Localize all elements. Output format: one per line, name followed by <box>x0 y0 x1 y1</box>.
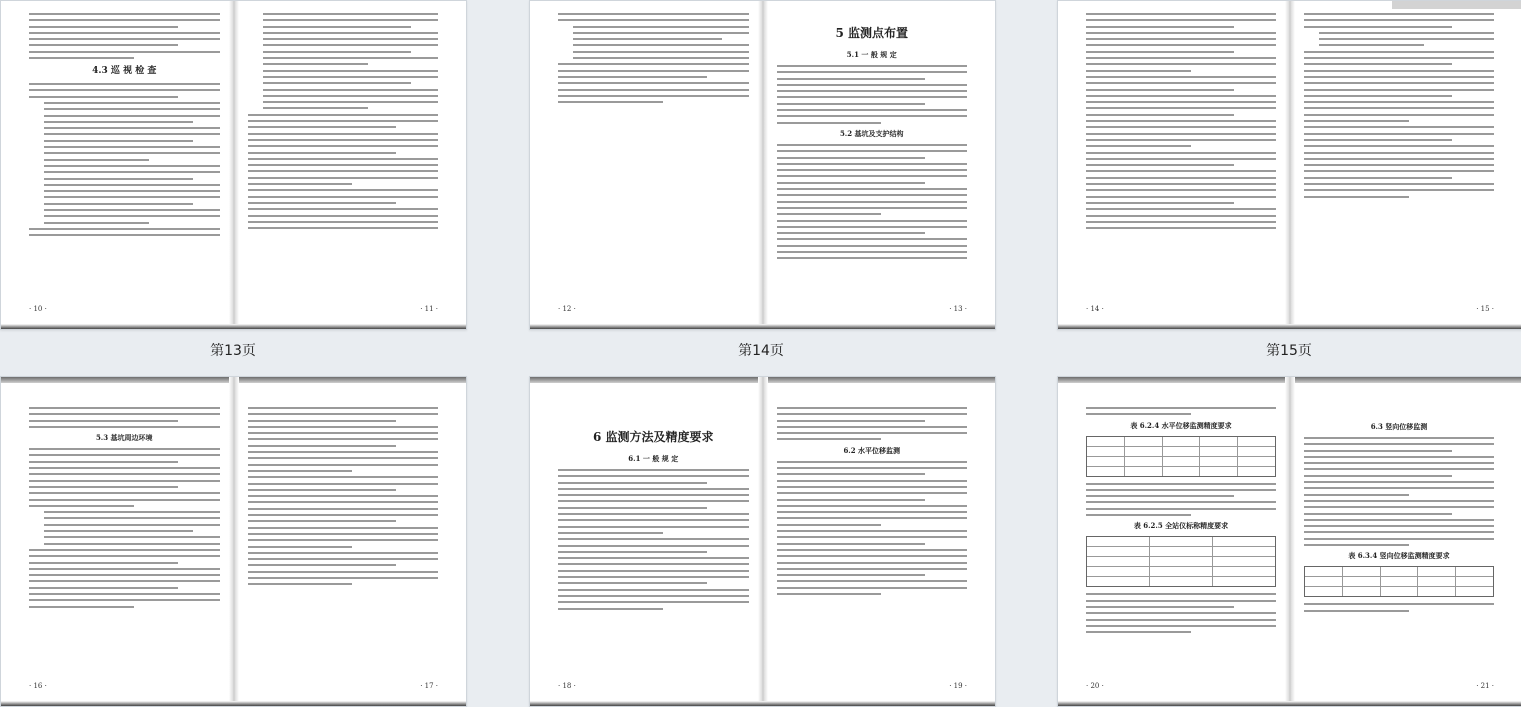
page-edge <box>530 701 995 706</box>
vertical-precision-table <box>1304 566 1494 597</box>
left-page <box>1058 1 1290 329</box>
page-number: · 14 · <box>1086 305 1104 313</box>
left-page <box>1 1 234 329</box>
precision-table <box>1086 436 1276 477</box>
right-page <box>1290 1 1521 329</box>
section-heading: 6.3 竖向位移监测 <box>1370 422 1428 431</box>
thumbnail-label[interactable]: 第15页 <box>1266 343 1312 359</box>
left-page <box>530 1 763 329</box>
page-edge <box>1 701 466 706</box>
page-spread <box>1058 1 1521 329</box>
page-thumbnail-17[interactable] <box>529 376 996 707</box>
binding-gutter <box>758 377 768 706</box>
table-title: 表 6.2.4 水平位移监测精度要求 <box>1130 420 1232 430</box>
section-heading: 5.1 一 般 规 定 <box>846 50 897 59</box>
page-spread <box>530 1 995 329</box>
binding-gutter <box>1285 377 1295 706</box>
thumbnail-label[interactable]: 第13页 <box>210 343 256 359</box>
page-thumbnail-16[interactable] <box>0 376 467 707</box>
page-edge <box>1058 701 1521 706</box>
page-number: · 20 · <box>1086 682 1104 690</box>
binding-gutter <box>758 1 768 329</box>
binding-gutter <box>1285 1 1295 329</box>
page-spread <box>1 377 466 706</box>
page-spread <box>1058 377 1521 706</box>
page-number: · 11 · <box>420 305 438 313</box>
left-page <box>530 377 763 706</box>
binding-gutter <box>229 377 239 706</box>
chapter-heading: 5 监测点布置 <box>835 26 909 40</box>
page-number: · 13 · <box>949 305 967 313</box>
left-page <box>1058 377 1290 706</box>
right-page <box>763 377 996 706</box>
instrument-table <box>1086 536 1276 587</box>
table-title: 表 6.2.5 全站仪标称精度要求 <box>1133 521 1229 531</box>
page-thumbnail-14[interactable] <box>529 0 996 330</box>
page-edge <box>1 324 466 329</box>
thumbnail-label[interactable]: 第14页 <box>738 343 784 359</box>
section-heading: 5.2 基坑及支护结构 <box>839 128 904 138</box>
page-thumbnail-13[interactable] <box>0 0 467 330</box>
binding-gutter <box>229 1 239 329</box>
page-thumbnail-18[interactable] <box>1057 376 1521 707</box>
section-heading: 6.2 水平位移监测 <box>843 445 901 455</box>
page-edge <box>1058 324 1521 329</box>
right-page <box>234 1 467 329</box>
page-number: · 10 · <box>29 305 47 313</box>
section-heading: 6.1 一 般 规 定 <box>628 454 679 463</box>
page-number: · 19 · <box>949 682 967 690</box>
right-page <box>234 377 467 706</box>
page-number: · 15 · <box>1476 305 1494 313</box>
page-number: · 21 · <box>1476 682 1494 690</box>
page-number: · 16 · <box>29 682 47 690</box>
page-spread <box>530 377 995 706</box>
section-heading: 4.3 巡 视 检 查 <box>92 66 157 77</box>
page-number: · 18 · <box>558 682 576 690</box>
page-edge <box>530 324 995 329</box>
section-heading: 5.3 基坑周边环境 <box>95 433 153 443</box>
page-thumbnail-15[interactable] <box>1057 0 1521 330</box>
right-page <box>763 1 996 329</box>
page-number: · 12 · <box>558 305 576 313</box>
right-page <box>1290 377 1521 706</box>
page-spread <box>1 1 466 329</box>
page-number: · 17 · <box>420 682 438 690</box>
left-page <box>1 377 234 706</box>
chapter-heading: 6 监测方法及精度要求 <box>592 430 714 444</box>
table-title: 表 6.3.4 竖向位移监测精度要求 <box>1348 551 1450 561</box>
